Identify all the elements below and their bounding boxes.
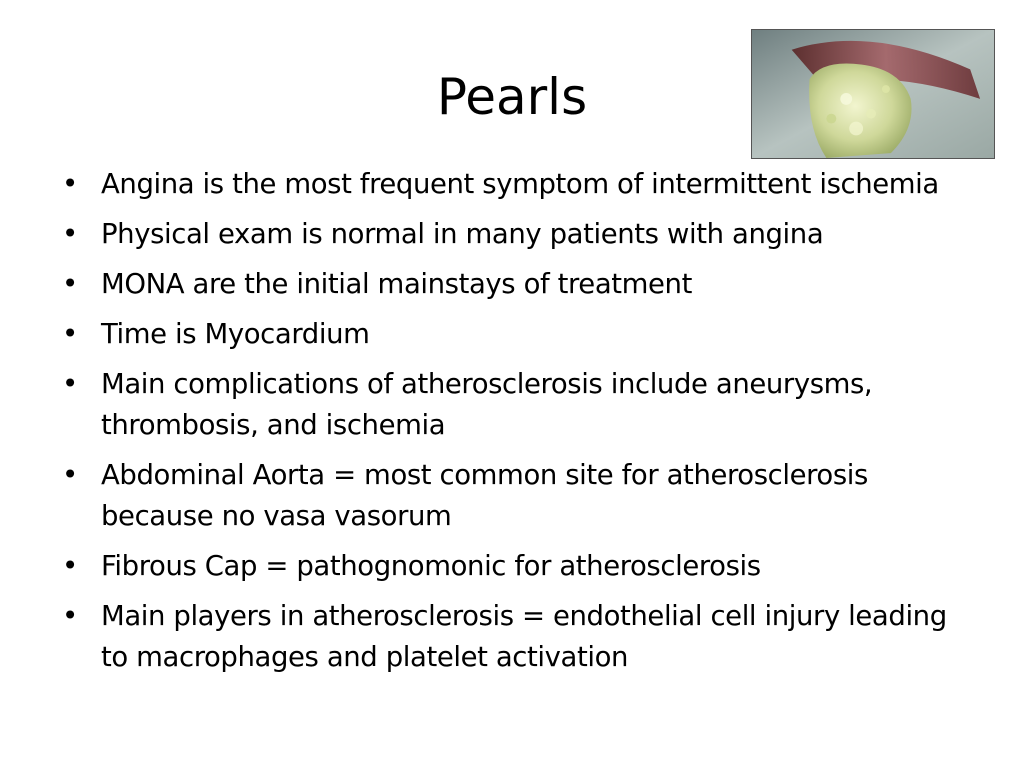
bullet-text: Main complications of atherosclerosis include aneurysms, thrombosis, and ischemia [101, 368, 873, 441]
bullet-marker: • [62, 218, 78, 250]
bullet-marker: • [62, 600, 78, 632]
bullet-item [62, 314, 962, 355]
bullet-text: Fibrous Cap = pathognomonic for atherosclerosis [101, 550, 761, 582]
bullet-item [62, 364, 962, 446]
atheroma-photo [751, 29, 995, 159]
bullet-marker: • [62, 268, 78, 300]
atheroma-photo-image [752, 30, 994, 158]
bullet-text: Abdominal Aorta = most common site for atherosclerosis because no vasa vasorum [101, 459, 868, 532]
bullet-text: Physical exam is normal in many patients with angina [101, 218, 824, 250]
bullet-item [62, 214, 962, 255]
bullet-marker: • [62, 550, 78, 582]
bullet-text: Angina is the most frequent symptom of intermittent ischemia [101, 168, 939, 200]
bullet-item [62, 264, 962, 305]
bullet-item [62, 546, 962, 587]
bullet-item [62, 596, 962, 678]
bullet-item [62, 164, 962, 205]
bullet-marker: • [62, 368, 78, 400]
bullet-marker: • [62, 318, 78, 350]
slide-title: Pearls [436, 68, 588, 126]
bullet-text: Time is Myocardium [101, 318, 370, 350]
bullet-text: Main players in atherosclerosis = endothelial cell injury leading to macrophages and platelet activation [101, 600, 947, 673]
bullet-item [62, 455, 962, 537]
bullet-marker: • [62, 168, 78, 200]
bullet-list [62, 164, 962, 687]
bullet-marker: • [62, 459, 78, 491]
bullet-text: MONA are the initial mainstays of treatment [101, 268, 692, 300]
